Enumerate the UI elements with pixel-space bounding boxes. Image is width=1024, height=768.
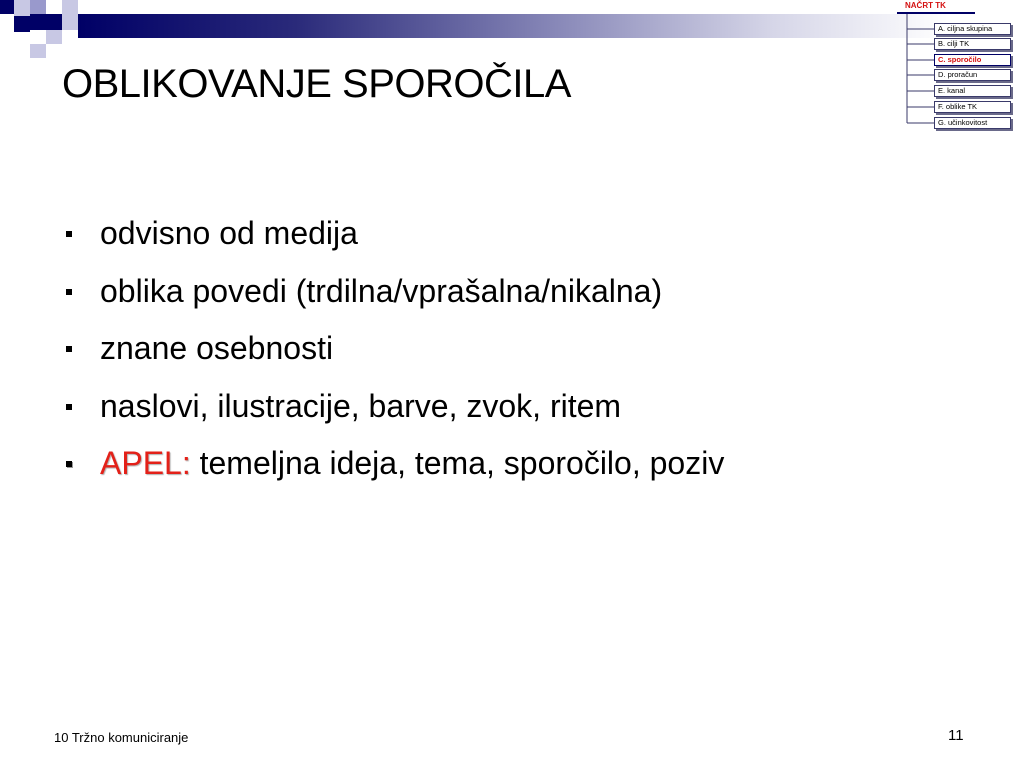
bullet-square-icon: [66, 346, 72, 352]
bullet-square-icon: [66, 231, 72, 237]
footer-course-label: 10 Tržno komuniciranje: [54, 730, 189, 745]
navigator-heading: NAČRT TK: [905, 1, 946, 10]
bullet-item: [62, 266, 724, 324]
bullet-item: [62, 438, 724, 496]
bullet-square-icon: [66, 289, 72, 295]
slide-title: OBLIKOVANJE SPOROČILA: [62, 62, 571, 106]
navigator-item-cilji-tk[interactable]: B. cilji TK: [934, 38, 1011, 50]
decor-square: [30, 44, 46, 58]
navigator-item-sporocilo[interactable]: C. sporočilo: [934, 54, 1011, 66]
decor-square: [0, 0, 14, 14]
decor-square: [30, 0, 46, 14]
navigator-item-oblike-tk[interactable]: F. oblike TK: [934, 101, 1011, 113]
bullet-square-icon: [66, 461, 72, 467]
header-gradient-bar: [78, 14, 948, 38]
navigator-item-proracun[interactable]: D. proračun: [934, 69, 1011, 81]
bullet-text: oblika povedi (trdilna/vprašalna/nikalna): [100, 272, 663, 309]
bullet-item: [62, 381, 724, 439]
decor-square: [46, 30, 62, 44]
navigator-tree-lines: [900, 14, 936, 126]
bullet-item: [62, 208, 724, 266]
apel-highlight: APEL:: [100, 445, 191, 481]
navigator-item-ciljna-skupina[interactable]: A. ciljna skupina: [934, 23, 1011, 35]
header-decoration: [0, 0, 1024, 45]
decor-square: [30, 14, 62, 30]
bullet-text: znane osebnosti: [100, 330, 334, 366]
bullet-item: [62, 323, 724, 381]
navigator-item-ucinkovitost[interactable]: G. učinkovitost: [934, 117, 1011, 129]
decor-square: [62, 14, 78, 30]
decor-square: [62, 0, 78, 14]
bullet-square-icon: [66, 404, 72, 410]
navigator-item-kanal[interactable]: E. kanal: [934, 85, 1011, 97]
bullet-text: temeljna ideja, tema, sporočilo, poziv: [190, 445, 725, 481]
decor-square: [14, 16, 30, 32]
slide-number: 11: [948, 727, 964, 744]
decor-square: [14, 0, 30, 16]
bullet-text: naslovi, ilustracije, barve, zvok, ritem: [100, 387, 622, 424]
bullet-list: [62, 208, 724, 496]
bullet-text: odvisno od medija: [100, 215, 358, 251]
